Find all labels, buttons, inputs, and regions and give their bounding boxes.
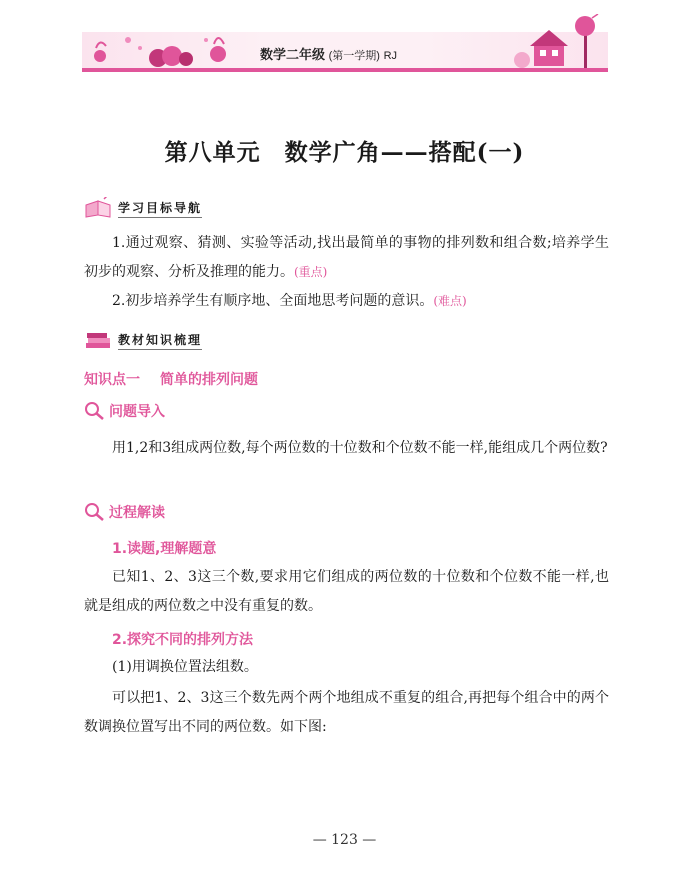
header-course: 数学二年级 xyxy=(260,47,326,62)
process-label: 过程解读 xyxy=(109,505,165,521)
problem-intro-text: 用1,2和3组成两位数,每个两位数的十位数和个位数不能一样,能组成几个两位数? xyxy=(112,440,608,456)
goal-item-1-tag: (重点) xyxy=(294,265,328,279)
house-tree-decoration-icon xyxy=(512,14,608,74)
magnifier-icon xyxy=(84,502,106,522)
header-edition: RJ xyxy=(383,50,398,62)
goal-item-2 xyxy=(84,287,609,316)
page-number: — 123 — xyxy=(312,832,377,848)
header-semester: (第一学期) xyxy=(328,50,380,62)
books-stack-icon xyxy=(84,329,114,351)
knowledge-section-label: 教材知识梳理 xyxy=(118,331,202,350)
problem-intro-heading xyxy=(84,401,165,421)
goals-section-label: 学习目标导航 xyxy=(118,199,202,218)
chapter-title: 第八单元 数学广角——搭配(一) xyxy=(164,139,525,166)
goals-section-head xyxy=(84,197,202,219)
knowledge-point-heading xyxy=(84,369,258,389)
left-decoration-icon xyxy=(88,26,238,72)
knowledge-point-title: 简单的排列问题 xyxy=(160,372,258,388)
goal-item-2-tag: (难点) xyxy=(433,294,467,308)
process-heading xyxy=(84,502,165,522)
knowledge-point-number: 知识点一 xyxy=(84,372,140,388)
step-1-title: 1.读题,理解题意 xyxy=(112,541,217,557)
step-2-subtitle: (1)用调换位置法组数。 xyxy=(112,659,258,675)
goal-item-1 xyxy=(84,229,609,287)
header-title xyxy=(260,44,397,63)
knowledge-section-head xyxy=(84,329,202,351)
book-icon xyxy=(84,197,114,219)
goal-item-2-text: 2.初步培养学生有顺序地、全面地思考问题的意识。 xyxy=(112,293,434,309)
page-header xyxy=(82,22,608,74)
step-1-text: 已知1、2、3这三个数,要求用它们组成的两位数的十位数和个位数不能一样,也就是组成的两位数之中没有重复的数。 xyxy=(84,569,609,614)
step-2-text: 可以把1、2、3这三个数先两个两个地组成不重复的组合,再把每个组合中的两个数调换位置写出不同的两位数。如下图: xyxy=(84,690,609,735)
step-2-title: 2.探究不同的排列方法 xyxy=(112,632,254,648)
goal-item-1-text: 1.通过观察、猜测、实验等活动,找出最简单的事物的排列数和组合数;培养学生初步的观察、分析及推理的能力。 xyxy=(84,235,609,280)
problem-intro-label: 问题导入 xyxy=(109,404,165,420)
magnifier-icon xyxy=(84,401,106,421)
